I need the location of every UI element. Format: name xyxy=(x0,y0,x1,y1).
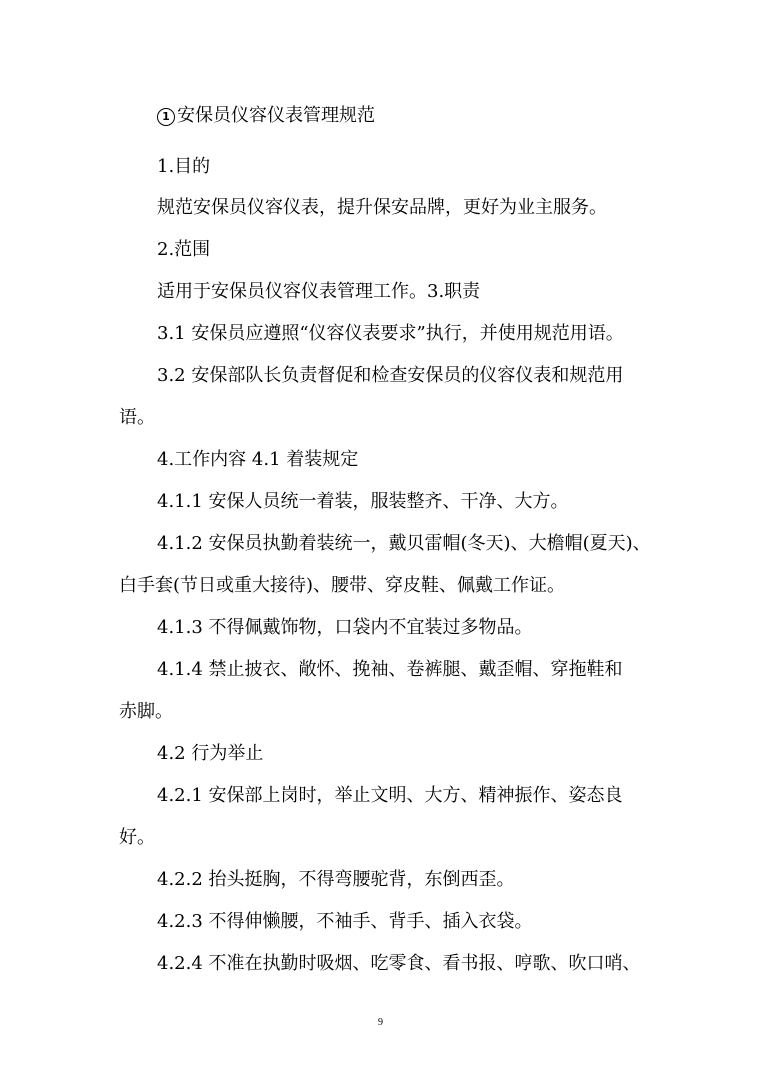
circled-number-marker: 1 xyxy=(157,108,175,126)
paragraph-line: 3.2 安保部队长负责督促和检查安保员的仪容仪表和规范用 xyxy=(157,365,624,386)
paragraph-line: 4.2.2 抬头挺胸，不得弯腰驼背，东倒西歪。 xyxy=(157,869,515,890)
paragraph-line: 4.1.4 禁止披衣、敞怀、挽袖、卷裤腿、戴歪帽、穿拖鞋和 xyxy=(157,659,623,680)
section-heading: 1.目的 xyxy=(157,156,211,177)
paragraph-line: 4.2.4 不准在执勤时吸烟、吃零食、看书报、哼歌、吹口哨、 xyxy=(157,953,641,974)
paragraph-line: 4.2.3 不得伸懒腰，不袖手、背手、插入衣袋。 xyxy=(157,911,533,932)
paragraph-line: 规范安保员仪容仪表，提升保安品牌，更好为业主服务。 xyxy=(157,197,607,218)
section-heading: 4.2 行为举止 xyxy=(157,743,264,764)
section-heading: 2.范围 xyxy=(157,239,211,260)
paragraph-line: 4.1.1 安保人员统一着装，服装整齐、干净、大方。 xyxy=(157,491,569,512)
paragraph-line: 白手套(节日或重大接待)、腰带、穿皮鞋、佩戴工作证。 xyxy=(119,575,566,596)
paragraph-line: 好。 xyxy=(119,827,155,848)
page-number: 9 xyxy=(378,1017,383,1028)
page-title xyxy=(157,104,375,128)
paragraph-line: 4.2.1 安保部上岗时，举止文明、大方、精神振作、姿态良 xyxy=(157,785,623,806)
paragraph-line: 4.1.2 安保员执勤着装统一，戴贝雷帽(冬天)、大檐帽(夏天)、 xyxy=(157,533,651,554)
section-heading: 4.工作内容 4.1 着装规定 xyxy=(157,449,359,470)
title-text: 安保员仪容仪表管理规范 xyxy=(177,105,375,126)
paragraph-line: 语。 xyxy=(119,407,155,428)
paragraph-line: 4.1.3 不得佩戴饰物，口袋内不宜装过多物品。 xyxy=(157,617,533,638)
paragraph-line: 适用于安保员仪容仪表管理工作。3.职责 xyxy=(157,281,481,302)
paragraph-line: 3.1 安保员应遵照“仪容仪表要求”执行，并使用规范用语。 xyxy=(157,323,624,344)
paragraph-line: 赤脚。 xyxy=(119,701,173,722)
